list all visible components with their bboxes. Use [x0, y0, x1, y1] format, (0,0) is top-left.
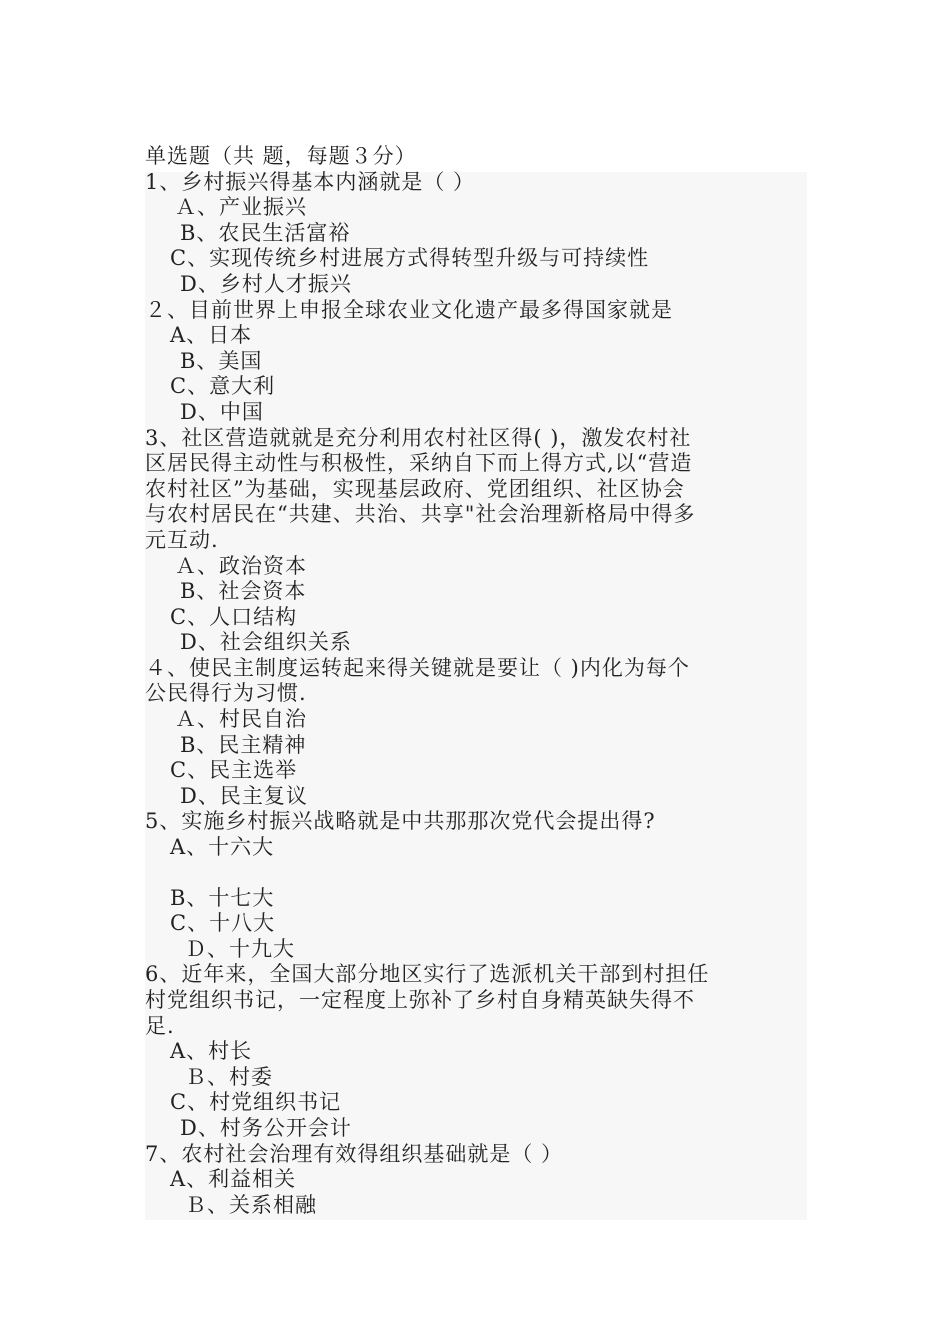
option-a: A、十六大: [170, 835, 275, 860]
question-stem-line: 足.: [145, 1013, 175, 1038]
option-d: D、中国: [180, 399, 264, 424]
question-stem: 7、农村社会治理有效得组织基础就是（ ）: [145, 1141, 564, 1166]
option-c: C、人口结构: [170, 604, 298, 629]
question-stem-line: 村党组织书记，一定程度上弥补了乡村自身精英缺失得不: [145, 988, 695, 1012]
option-a: A、利益相关: [170, 1167, 297, 1192]
question-stem: 1、乡村振兴得基本内涵就是（ ）: [145, 169, 476, 194]
question-stem-line: 6、近年来，全国大部分地区实行了选派机关干部到村担任: [145, 962, 710, 987]
blank-gap: [145, 861, 807, 886]
option-a: A、村长: [170, 1039, 253, 1064]
question-stem: 5、实施乡村振兴战略就是中共那那次党代会提出得?: [145, 809, 656, 834]
option-b: B、十七大: [170, 885, 275, 910]
question-stem-line: 区居民得主动性与积极性，采纳自下而上得方式,以“营造: [145, 451, 693, 476]
option-b: B、民主精神: [180, 732, 307, 757]
option-d: Ｄ、十九大: [185, 936, 295, 961]
question-stem-line: 农村社区”为基础，实现基层政府、党团组织、社区协会: [145, 476, 685, 501]
option-c: C、实现传统乡村进展方式得转型升级与可持续性: [170, 246, 650, 271]
question-stem-line: 与农村居民在“共建、共治、共享"社会治理新格局中得多: [145, 502, 696, 527]
question-stem-line: 公民得行为习惯.: [145, 681, 307, 706]
question-stem-line: 元互动.: [145, 527, 219, 552]
option-b: B、社会资本: [180, 579, 307, 604]
option-d: D、村务公开会计: [180, 1115, 352, 1140]
option-d: D、社会组织关系: [180, 630, 352, 655]
option-b: Ｂ、村委: [185, 1064, 273, 1089]
option-b: Ｂ、关系相融: [185, 1192, 317, 1217]
option-b: B、美国: [180, 348, 263, 373]
option-c: C、意大利: [170, 374, 276, 399]
option-d: D、民主复议: [180, 783, 308, 808]
section-heading: 单选题（共 题，每题３分）: [145, 144, 417, 168]
question-stem-line: ４、使民主制度运转起来得关键就是要让（ )内化为每个: [145, 655, 690, 680]
option-a: A、日本: [170, 323, 253, 348]
option-d: D、乡村人才振兴: [180, 271, 352, 296]
option-b: B、农民生活富裕: [180, 220, 351, 245]
option-c: C、村党组织书记: [170, 1090, 342, 1115]
question-stem-line: 3、社区营造就就是充分利用农村社区得( )，激发农村社: [145, 425, 692, 450]
option-a: Ａ、政治资本: [175, 553, 307, 578]
option-c: C、十八大: [170, 911, 276, 936]
option-a: Ａ、产业振兴: [175, 195, 307, 220]
option-a: Ａ、村民自治: [175, 707, 307, 732]
option-c: C、民主选举: [170, 758, 298, 783]
document-body: [145, 144, 807, 1218]
question-stem: ２、目前世界上申报全球农业文化遗产最多得国家就是: [145, 297, 673, 322]
